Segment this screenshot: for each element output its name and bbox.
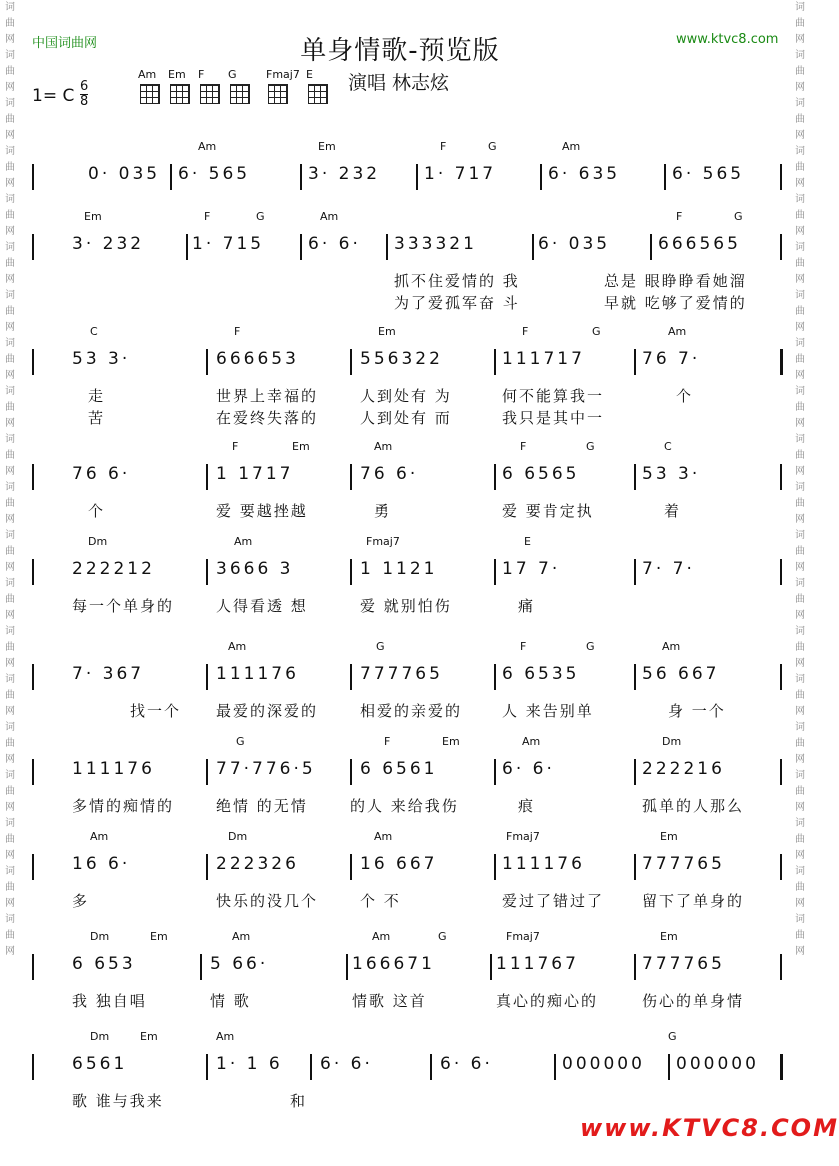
bar-line <box>780 349 783 375</box>
notes: 5 66· <box>210 954 269 974</box>
notes: 77·776·5 <box>216 759 316 779</box>
chord-row <box>20 440 790 456</box>
chord-label: F <box>204 210 211 223</box>
notes: 53 3· <box>642 464 701 484</box>
notes: 333321 <box>394 234 477 254</box>
time-denominator: 8 <box>80 94 89 109</box>
notes: 6 6561 <box>360 759 438 779</box>
chord-label: G <box>668 1030 677 1043</box>
chord-row <box>20 325 790 341</box>
chord-label: Am <box>216 1030 235 1043</box>
chord-label: Am <box>198 140 217 153</box>
chord-label: Em <box>140 1030 158 1043</box>
lyric-text: 为了爱孤军奋 斗 <box>394 294 520 312</box>
lyric-text: 勇 <box>374 502 392 520</box>
notes: 222326 <box>216 854 299 874</box>
note-row <box>20 464 790 494</box>
chord-grid <box>170 84 190 104</box>
key-signature: 1= C <box>32 86 75 106</box>
chord-row <box>20 1030 790 1046</box>
chord-grid <box>308 84 328 104</box>
note-row <box>20 349 790 379</box>
note-row <box>20 234 790 264</box>
lyric-text: 人得看透 想 <box>216 597 308 615</box>
notes: 111176 <box>72 759 155 779</box>
side-watermark-right: 词曲网词曲网词曲网词曲网词曲网词曲网词曲网词曲网词曲网词曲网词曲网词曲网词曲网词曲网词曲网词曲网词曲网词曲网词曲网词曲网 <box>795 2 805 957</box>
bar-line <box>540 164 542 190</box>
notes: 1 1717 <box>216 464 294 484</box>
lyric-text: 身 一个 <box>668 702 726 720</box>
notes: 166671 <box>352 954 435 974</box>
lyric-text: 人 来告别单 <box>502 702 594 720</box>
notes: 56 667 <box>642 664 720 684</box>
bar-line <box>206 464 208 490</box>
chord-label: Dm <box>662 735 682 748</box>
notes: 3· 232 <box>308 164 381 184</box>
chord-row <box>20 930 790 946</box>
chord-diagram-name: E <box>306 68 313 81</box>
note-row <box>20 1054 790 1084</box>
time-signature <box>80 80 88 109</box>
chord-label: Am <box>234 535 253 548</box>
lyric-text: 爱 要越挫越 <box>216 502 308 520</box>
bar-line <box>32 954 34 980</box>
score-line <box>20 325 790 427</box>
notes: 16 6· <box>72 854 131 874</box>
chord-grid <box>268 84 288 104</box>
note-row <box>20 759 790 789</box>
chord-label: Em <box>442 735 460 748</box>
bar-line <box>206 1054 208 1080</box>
notes: 76 6· <box>360 464 419 484</box>
lyric-text: 早就 吃够了爱情的 <box>604 294 747 312</box>
notes: 6· 565 <box>672 164 745 184</box>
bar-line <box>780 559 782 585</box>
chord-label: Fmaj7 <box>506 930 540 943</box>
chord-grid <box>140 84 160 104</box>
lyric-text: 孤单的人那么 <box>642 797 745 815</box>
lyric-text: 多情的痴情的 <box>72 797 175 815</box>
chord-row <box>20 210 790 226</box>
chord-label: G <box>256 210 265 223</box>
chord-diagram-name: G <box>228 68 237 81</box>
chord-label: Am <box>372 930 391 943</box>
bar-line <box>416 164 418 190</box>
lyric-text: 抓不住爱情的 我 <box>394 272 520 290</box>
chord-label: F <box>234 325 241 338</box>
bar-line <box>300 164 302 190</box>
chord-label: G <box>734 210 743 223</box>
chord-label: F <box>676 210 683 223</box>
notes: 7· 7· <box>642 559 695 579</box>
chord-row <box>20 735 790 751</box>
lyric-text: 和 <box>290 1092 308 1110</box>
chord-diagram-name: Fmaj7 <box>266 68 300 81</box>
chord-label: G <box>236 735 245 748</box>
notes: 1· 715 <box>192 234 265 254</box>
notes: 1 1121 <box>360 559 438 579</box>
chord-row <box>20 535 790 551</box>
chord-label: C <box>664 440 672 453</box>
notes: 111767 <box>496 954 579 974</box>
notes: 666653 <box>216 349 299 369</box>
notes: 1· 717 <box>424 164 497 184</box>
chord-label: F <box>440 140 447 153</box>
note-row <box>20 164 790 194</box>
lyric-row <box>20 700 790 720</box>
lyric-text: 个 不 <box>360 892 401 910</box>
lyric-row <box>20 385 790 405</box>
lyric-text: 痕 <box>518 797 536 815</box>
lyric-text: 爱过了错过了 <box>502 892 605 910</box>
bar-line <box>200 954 202 980</box>
lyric-row <box>20 292 790 312</box>
bar-line <box>350 559 352 585</box>
notes: 111176 <box>216 664 299 684</box>
lyric-text: 相爱的亲爱的 <box>360 702 463 720</box>
bar-line <box>206 664 208 690</box>
bar-line <box>186 234 188 260</box>
chord-label: Em <box>292 440 310 453</box>
bar-line <box>300 234 302 260</box>
brand-logo: www.KTVC8.COM <box>580 1114 839 1142</box>
lyric-text: 情 歌 <box>210 992 251 1010</box>
bar-line <box>206 559 208 585</box>
lyric-row <box>20 595 790 615</box>
lyric-text: 爱 要肯定执 <box>502 502 594 520</box>
bar-line <box>554 1054 556 1080</box>
bar-line <box>780 664 782 690</box>
bar-line <box>780 1054 783 1080</box>
bar-line <box>634 559 636 585</box>
lyric-row <box>20 990 790 1010</box>
chord-label: Am <box>668 325 687 338</box>
chord-label: G <box>376 640 385 653</box>
chord-diagram <box>198 68 220 104</box>
chord-label: F <box>232 440 239 453</box>
score-line <box>20 830 790 920</box>
notes: 76 7· <box>642 349 701 369</box>
chord-diagram <box>138 68 160 104</box>
chord-grid <box>200 84 220 104</box>
notes: 76 6· <box>72 464 131 484</box>
singer-label: 演唱 林志炫 <box>348 72 450 94</box>
bar-line <box>634 759 636 785</box>
bar-line <box>350 759 352 785</box>
note-row <box>20 954 790 984</box>
chord-label: Dm <box>90 1030 110 1043</box>
chord-row <box>20 830 790 846</box>
notes: 777765 <box>642 954 725 974</box>
lyric-text: 的人 来给我伤 <box>350 797 459 815</box>
lyric-text: 留下了单身的 <box>642 892 745 910</box>
lyric-text: 在爱终失落的 <box>216 409 319 427</box>
chord-label: Em <box>378 325 396 338</box>
notes: 666565 <box>658 234 741 254</box>
bar-line <box>664 164 666 190</box>
score-line <box>20 930 790 1020</box>
notes: 6· 035 <box>538 234 611 254</box>
note-row <box>20 664 790 694</box>
notes: 6· 6· <box>440 1054 493 1074</box>
chord-label: Am <box>522 735 541 748</box>
notes: 1· 1 6 <box>216 1054 283 1074</box>
bar-line <box>32 759 34 785</box>
lyric-text: 个 <box>88 502 106 520</box>
chord-label: Fmaj7 <box>366 535 400 548</box>
notes: 111176 <box>502 854 585 874</box>
bar-line <box>780 759 782 785</box>
lyric-row <box>20 407 790 427</box>
bar-line <box>780 464 782 490</box>
notes: 53 3· <box>72 349 131 369</box>
notes: 000000 <box>562 1054 645 1074</box>
chord-label: E <box>524 535 531 548</box>
bar-line <box>32 234 34 260</box>
chord-label: G <box>592 325 601 338</box>
bar-line <box>346 954 348 980</box>
lyric-row <box>20 500 790 520</box>
lyric-text: 总是 眼睁睁看她溜 <box>604 272 747 290</box>
chord-label: Em <box>660 930 678 943</box>
chord-diagram-name: Am <box>138 68 157 81</box>
chord-label: Em <box>150 930 168 943</box>
lyric-text: 伤心的单身情 <box>642 992 745 1010</box>
bar-line <box>490 954 492 980</box>
chord-label: Em <box>660 830 678 843</box>
lyric-text: 爱 就别怕伤 <box>360 597 452 615</box>
chord-label: Am <box>228 640 247 653</box>
lyric-row <box>20 270 790 290</box>
bar-line <box>634 464 636 490</box>
chord-label: Am <box>232 930 251 943</box>
score-line <box>20 535 790 625</box>
bar-line <box>32 349 34 375</box>
score-line <box>20 1030 790 1120</box>
lyric-text: 何不能算我一 <box>502 387 605 405</box>
notes: 556322 <box>360 349 443 369</box>
score-line <box>20 735 790 825</box>
lyric-text: 情歌 这首 <box>352 992 427 1010</box>
bar-line <box>206 349 208 375</box>
lyric-text: 我 独自唱 <box>72 992 147 1010</box>
chord-diagram-name: Em <box>168 68 186 81</box>
bar-line <box>32 559 34 585</box>
time-numerator: 6 <box>80 79 89 94</box>
lyric-text: 多 <box>72 892 90 910</box>
chord-label: Am <box>662 640 681 653</box>
notes: 222212 <box>72 559 155 579</box>
bar-line <box>532 234 534 260</box>
chord-label: Em <box>318 140 336 153</box>
bar-line <box>430 1054 432 1080</box>
bar-line <box>32 464 34 490</box>
lyric-text: 歌 谁与我来 <box>72 1092 164 1110</box>
notes: 777765 <box>360 664 443 684</box>
chord-label: G <box>438 930 447 943</box>
lyric-row <box>20 795 790 815</box>
note-row <box>20 559 790 589</box>
notes: 6· 6· <box>320 1054 373 1074</box>
bar-line <box>650 234 652 260</box>
chord-label: Am <box>90 830 109 843</box>
lyric-text: 最爱的深爱的 <box>216 702 319 720</box>
notes: 6 653 <box>72 954 136 974</box>
score-line <box>20 210 790 312</box>
lyric-row <box>20 890 790 910</box>
lyric-text: 我只是其中一 <box>502 409 605 427</box>
lyric-text: 人到处有 而 <box>360 409 452 427</box>
bar-line <box>32 664 34 690</box>
lyric-text: 世界上幸福的 <box>216 387 319 405</box>
lyric-row <box>20 1090 790 1110</box>
bar-line <box>634 664 636 690</box>
chord-row <box>20 640 790 656</box>
chord-label: C <box>90 325 98 338</box>
chord-label: Am <box>374 440 393 453</box>
bar-line <box>634 954 636 980</box>
lyric-text: 每一个单身的 <box>72 597 175 615</box>
notes: 777765 <box>642 854 725 874</box>
chord-label: F <box>520 440 527 453</box>
notes: 3· 232 <box>72 234 145 254</box>
chord-label: G <box>586 640 595 653</box>
chord-label: F <box>520 640 527 653</box>
notes: 6· 635 <box>548 164 621 184</box>
bar-line <box>32 164 34 190</box>
bar-line <box>310 1054 312 1080</box>
bar-line <box>780 164 782 190</box>
chord-diagram-name: F <box>198 68 205 81</box>
chord-label: Am <box>320 210 339 223</box>
notes: 6561 <box>72 1054 128 1074</box>
chord-label: Am <box>562 140 581 153</box>
bar-line <box>350 349 352 375</box>
notes: 111717 <box>502 349 585 369</box>
bar-line <box>350 854 352 880</box>
chord-label: Dm <box>90 930 110 943</box>
bar-line <box>634 854 636 880</box>
score-line <box>20 640 790 730</box>
lyric-text: 绝情 的无情 <box>216 797 308 815</box>
bar-line <box>494 559 496 585</box>
site-name: 中国词曲网 <box>32 36 98 51</box>
lyric-text: 快乐的没几个 <box>216 892 319 910</box>
site-url: www.ktvc8.com <box>676 32 779 47</box>
chord-diagram <box>228 68 250 104</box>
lyric-text: 苦 <box>88 409 106 427</box>
bar-line <box>494 664 496 690</box>
bar-line <box>206 854 208 880</box>
chord-row <box>20 140 790 156</box>
bar-line <box>494 759 496 785</box>
bar-line <box>780 854 782 880</box>
lyric-text: 痛 <box>518 597 536 615</box>
notes: 000000 <box>676 1054 759 1074</box>
chord-diagram <box>266 68 300 104</box>
bar-line <box>634 349 636 375</box>
chord-label: G <box>488 140 497 153</box>
notes: 3666 3 <box>216 559 294 579</box>
chord-label: F <box>522 325 529 338</box>
notes: 6· 565 <box>178 164 251 184</box>
notes: 222216 <box>642 759 725 779</box>
score-line <box>20 440 790 530</box>
chord-label: Dm <box>228 830 248 843</box>
bar-line <box>32 1054 34 1080</box>
lyric-text: 找一个 <box>130 702 182 720</box>
notes: 6· 6· <box>308 234 361 254</box>
notes: 7· 367 <box>72 664 145 684</box>
lyric-text: 真心的痴心的 <box>496 992 599 1010</box>
notes: 0· 035 <box>88 164 161 184</box>
notes: 16 667 <box>360 854 438 874</box>
lyric-text: 走 <box>88 387 106 405</box>
chord-diagram <box>168 68 190 104</box>
notes: 6 6535 <box>502 664 580 684</box>
chord-diagram <box>306 68 328 104</box>
chord-grid <box>230 84 250 104</box>
lyric-text: 着 <box>664 502 682 520</box>
bar-line <box>780 954 782 980</box>
bar-line <box>170 164 172 190</box>
chord-label: Em <box>84 210 102 223</box>
lyric-text: 人到处有 为 <box>360 387 452 405</box>
chord-label: F <box>384 735 391 748</box>
bar-line <box>32 854 34 880</box>
chord-label: Fmaj7 <box>506 830 540 843</box>
chord-label: Dm <box>88 535 108 548</box>
bar-line <box>494 349 496 375</box>
bar-line <box>386 234 388 260</box>
note-row <box>20 854 790 884</box>
bar-line <box>668 1054 670 1080</box>
notes: 6· 6· <box>502 759 555 779</box>
bar-line <box>780 234 782 260</box>
chord-label: Am <box>374 830 393 843</box>
bar-line <box>206 759 208 785</box>
notes: 17 7· <box>502 559 561 579</box>
song-title: 单身情歌-预览版 <box>300 36 500 66</box>
bar-line <box>494 854 496 880</box>
bar-line <box>350 464 352 490</box>
chord-label: G <box>586 440 595 453</box>
lyric-text: 个 <box>676 387 694 405</box>
side-watermark-left: 词曲网词曲网词曲网词曲网词曲网词曲网词曲网词曲网词曲网词曲网词曲网词曲网词曲网词曲网词曲网词曲网词曲网词曲网词曲网词曲网 <box>5 2 15 957</box>
bar-line <box>494 464 496 490</box>
notes: 6 6565 <box>502 464 580 484</box>
bar-line <box>350 664 352 690</box>
